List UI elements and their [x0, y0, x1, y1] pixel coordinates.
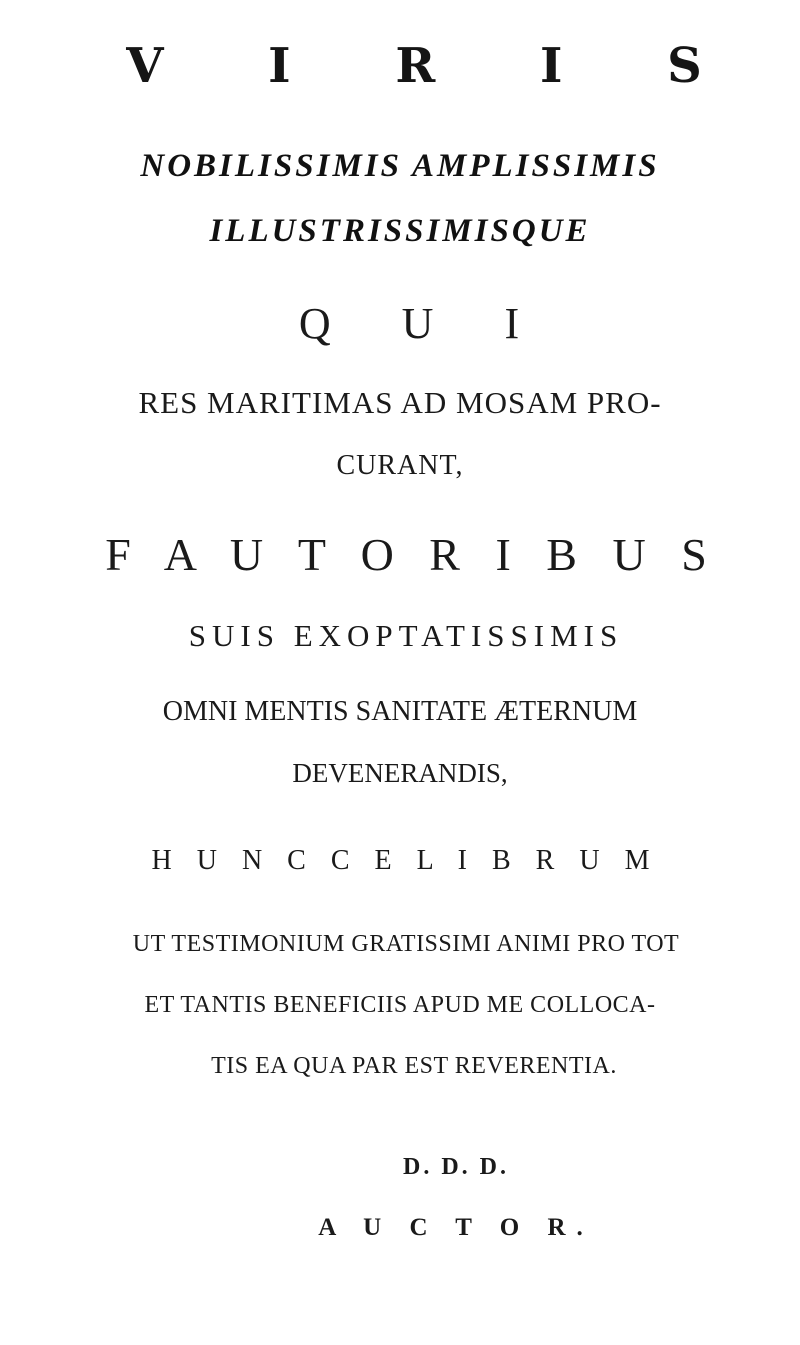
line-huncce-librum: H U N C C E L I B R U M [151, 845, 659, 876]
line-curant: CURANT, [336, 450, 464, 481]
line-res-maritimas: RES MARITIMAS AD MOSAM PRO- [138, 385, 662, 420]
line-devenerandis: DEVENERANDIS, [292, 758, 508, 788]
line-omni-mentis: OMNI MENTIS SANITATE ÆTERNUM [162, 696, 638, 727]
line-suis-exoptatissimis: SUIS EXOPTATISSIMIS [188, 618, 624, 653]
heading-qui: Q U I [298, 299, 550, 348]
line-illustrissimisque: ILLUSTRISSIMISQUE [209, 213, 591, 249]
line-et-tantis: ET TANTIS BENEFICIIS APUD ME COLLOCA- [144, 992, 656, 1018]
signature-ddd: D. D. D. [403, 1154, 509, 1180]
line-ut-testimonium: UT TESTIMONIUM GRATISSIMI ANIMI PRO TOT [132, 931, 680, 957]
heading-viris: V I R I S [126, 38, 746, 94]
line-nobilissimis: NOBILISSIMIS AMPLISSIMIS [140, 148, 660, 184]
line-tis-ea: TIS EA QUA PAR EST REVERENTIA. [211, 1053, 617, 1079]
heading-fautoribus: F A U T O R I B U S [105, 529, 719, 580]
signature-auctor: A U C T O R. [318, 1214, 594, 1241]
